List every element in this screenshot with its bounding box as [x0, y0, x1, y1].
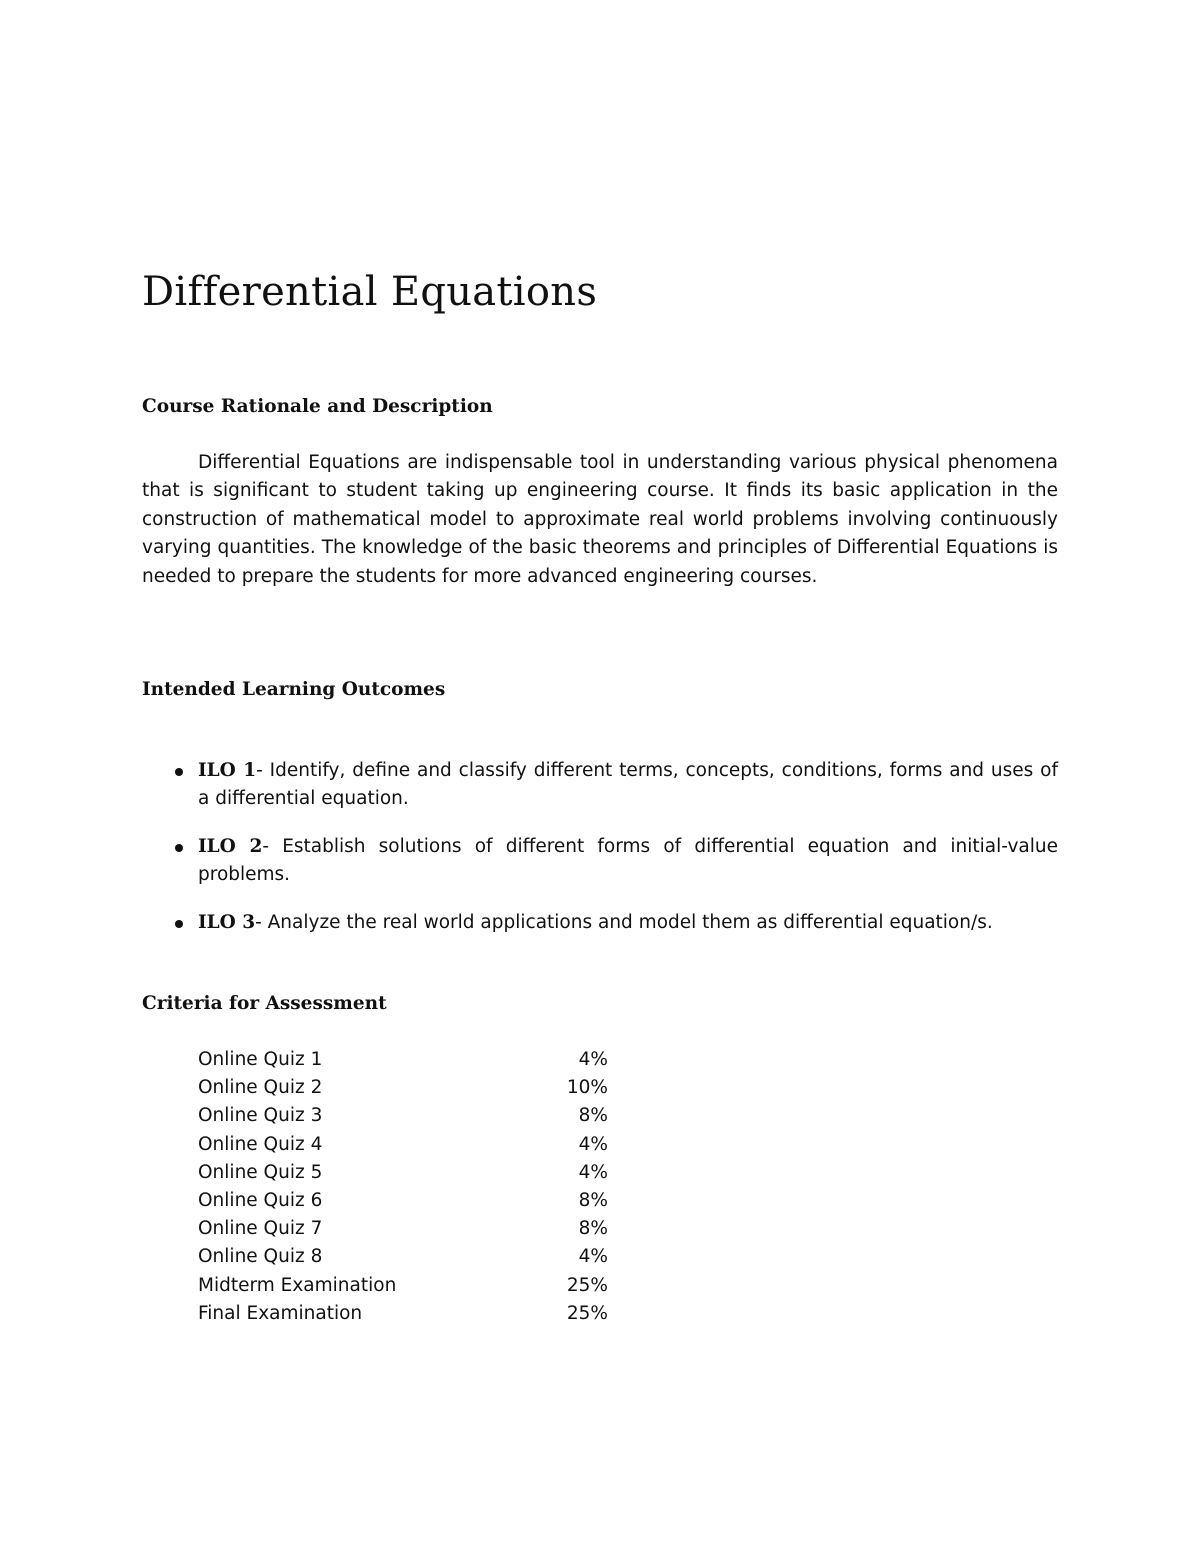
criteria-weight: 4%: [578, 1246, 608, 1268]
document-page: [142, 0, 1058, 1553]
criteria-weight: 4%: [578, 1049, 608, 1070]
ilo-text: - Identify, define and classify different terms, concepts, conditions, forms and uses of a differential equation.: [198, 760, 1059, 810]
ilo-text: - Analyze the real world applications and model them as differential equation/s.: [255, 911, 993, 933]
table-row: [198, 1272, 608, 1300]
rationale-heading: Course Rationale and Description: [142, 396, 493, 417]
table-row: [198, 1243, 608, 1271]
criteria-weight: 8%: [578, 1190, 608, 1212]
criteria-weight: 10%: [566, 1077, 608, 1099]
criteria-name: Online Quiz 4: [198, 1133, 323, 1155]
document-title: Differential Equations: [142, 269, 598, 315]
ilo-label: ILO 3: [198, 911, 256, 933]
table-row: [198, 1300, 608, 1328]
table-row: [198, 1102, 608, 1130]
table-row: [198, 1159, 608, 1187]
ilo-item: [142, 909, 1058, 937]
criteria-table: [198, 1046, 608, 1328]
criteria-name: Online Quiz 5: [198, 1161, 323, 1183]
table-row: [198, 1131, 608, 1159]
criteria-heading: Criteria for Assessment: [142, 993, 387, 1014]
criteria-name: Online Quiz 8: [198, 1246, 323, 1268]
ilo-text: - Establish solutions of different forms of differential equation and initial-value problems.: [198, 835, 1058, 886]
ilo-label: ILO 1: [198, 760, 257, 781]
table-row: [198, 1215, 608, 1243]
criteria-weight: 4%: [578, 1133, 608, 1155]
ilo-list: [142, 757, 1058, 956]
ilo-heading: Intended Learning Outcomes: [142, 679, 446, 700]
ilo-label: ILO 2: [198, 835, 263, 857]
criteria-weight: 25%: [566, 1274, 608, 1296]
criteria-name: Online Quiz 6: [198, 1190, 323, 1212]
bullet-icon: [175, 920, 183, 928]
bullet-icon: [175, 844, 183, 852]
table-row: [198, 1046, 608, 1074]
bullet-icon: [175, 768, 183, 776]
table-row: [198, 1074, 608, 1102]
table-row: [198, 1187, 608, 1215]
ilo-item: [142, 833, 1058, 890]
criteria-weight: 25%: [566, 1302, 608, 1324]
criteria-name: Online Quiz 1: [198, 1049, 323, 1070]
criteria-name: Online Quiz 2: [198, 1077, 323, 1099]
criteria-name: Final Examination: [198, 1302, 363, 1324]
criteria-weight: 8%: [578, 1218, 608, 1240]
rationale-paragraph: Differential Equations are indispensable tool in understanding various physical phenomena that is significant to student taking up engineering course. It finds its basic application in the construction of mathematical model to approximate real world problems involving continuously varying quantities. The knowledge of the basic theorems and principles of Differential Equations is needed to prepare the students for more advanced engineering courses.: [142, 452, 1058, 587]
criteria-weight: 4%: [578, 1161, 608, 1183]
criteria-name: Online Quiz 3: [198, 1105, 323, 1127]
criteria-name: Midterm Examination: [198, 1274, 397, 1296]
criteria-name: Online Quiz 7: [198, 1218, 323, 1240]
criteria-weight: 8%: [578, 1105, 608, 1127]
ilo-item: [142, 757, 1058, 814]
